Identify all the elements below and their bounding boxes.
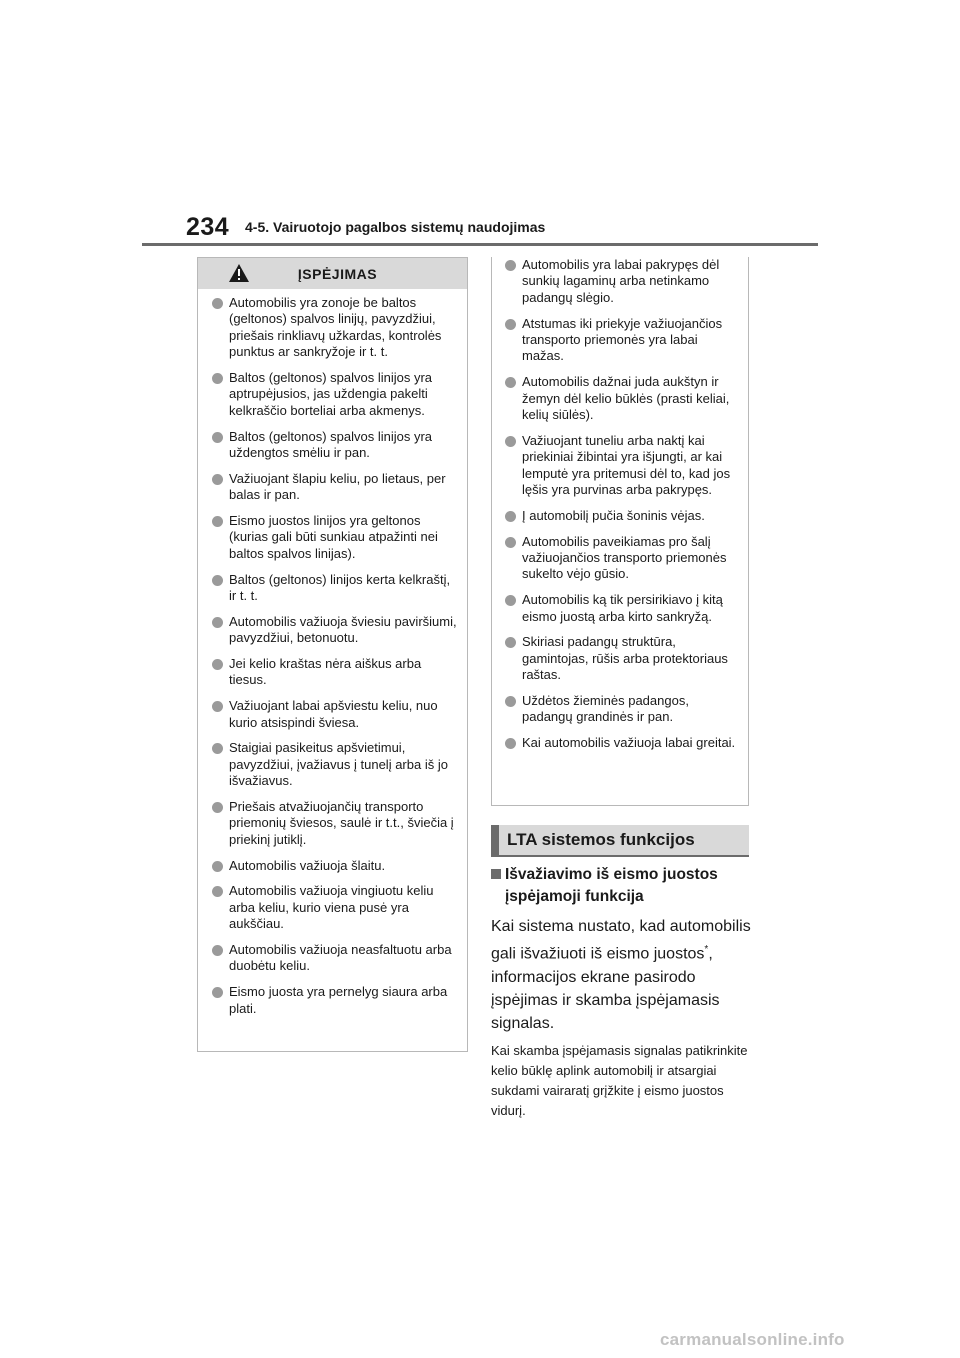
bullet-dot-icon	[212, 861, 223, 872]
bullet-text: Staigiai pasikeitus apšvietimui, pavyzdžiui, įvažiavus į tunelį arba iš jo išvažiavus.	[229, 740, 448, 789]
body-text-part2: , informacijos ekrane pasirodo įspėjimas ir skamba įspėjamasis signalas.	[491, 945, 720, 1033]
subsection-note: Kai skamba įspėjamasis signalas patikrinkite kelio būklę aplink automobilį ir atsargiai sukdami vairaratį grįžkite į eismo juostos vidurį.	[491, 1043, 748, 1119]
bullet-text: Automobilis važiuoja vingiuotu keliu arba keliu, kurio viena pusė yra aukščiau.	[229, 883, 434, 932]
bullet-text: Baltos (geltonos) spalvos linijos yra aptrupėjusios, jas uždengia pakelti kelkraščio borteliai arba akmenys.	[229, 370, 433, 418]
bullet-text: Važiuojant tuneliu arba naktį kai priekiniai žibintai yra išjungti, ar kai lemputė yra pritemusi dėl to, kad jos lęšis yra purvinas arba pakrypęs.	[522, 432, 731, 498]
bullet-text: Eismo juosta yra pernelyg siaura arba plati.	[229, 984, 448, 1016]
bullet-text: Jei kelio kraštas nėra aiškus arba tiesus.	[229, 656, 422, 688]
subsection-heading-line2: įspėjamoji funkcija	[505, 888, 644, 905]
bullet-dot-icon	[505, 637, 516, 648]
bullet-text: Važiuojant labai apšviestu keliu, nuo kurio atsispindi šviesa.	[229, 698, 438, 730]
bullet-dot-icon	[212, 432, 223, 443]
bullet-dot-icon	[212, 659, 223, 670]
bullet-item	[505, 634, 738, 683]
bullet-dot-icon	[212, 802, 223, 813]
bullet-dot-icon	[505, 319, 516, 330]
lta-subsection	[491, 864, 753, 1121]
lta-section-title: LTA sistemos funkcijos	[507, 830, 695, 849]
bullet-item	[212, 471, 457, 504]
bullet-text: Automobilis yra labai pakrypęs dėl sunkių lagaminų arba netinkamo padangų slėgio.	[522, 257, 720, 305]
bullet-text: Atstumas iki priekyje važiuojančios transporto priemonės yra labai mažas.	[522, 315, 723, 364]
bullet-text: Automobilis ką tik persirikiavo į kitą eismo juostą arba kirto sankryžą.	[522, 592, 723, 624]
header-rule	[142, 243, 818, 246]
bullet-dot-icon	[505, 377, 516, 388]
bullet-item	[505, 735, 738, 751]
page-number: 234	[186, 213, 230, 241]
bullet-dot-icon	[212, 743, 223, 754]
subsection-heading	[491, 864, 753, 908]
bullet-item	[212, 698, 457, 731]
bullet-item	[212, 942, 457, 975]
warning-list-continued	[492, 257, 748, 752]
bullet-dot-icon	[212, 886, 223, 897]
bullet-text: Baltos (geltonos) linijos kerta kelkraštį, ir t. t.	[229, 571, 451, 604]
square-bullet-icon	[491, 869, 501, 879]
bullet-item	[212, 656, 457, 689]
section-title: 4-5. Vairuotojo pagalbos sistemų naudojimas	[245, 219, 546, 235]
bullet-text: Priešais atvažiuojančių transporto priemonių šviesos, saulė ir t.t., šviečia į priekinį jutiklį.	[229, 799, 454, 847]
lta-section-header	[491, 825, 749, 857]
body-text-part1: Kai sistema nustato, kad automobilis gali išvažiuoti iš eismo juostos	[491, 918, 751, 963]
bullet-item	[505, 508, 738, 524]
bullet-text: Uždėtos žieminės padangos, padangų grandinės ir pan.	[522, 693, 689, 725]
bullet-item	[505, 374, 738, 423]
bullet-dot-icon	[212, 945, 223, 956]
bullet-item	[212, 740, 457, 789]
warning-title: ĮSPĖJIMAS	[297, 265, 378, 282]
bullet-item	[212, 513, 457, 562]
bullet-item	[505, 693, 738, 726]
bullet-item	[505, 534, 738, 583]
bullet-item	[212, 984, 457, 1017]
bullet-item	[212, 799, 457, 848]
bullet-item	[212, 858, 457, 874]
warning-box-continued	[491, 257, 749, 806]
bullet-text: Automobilis yra zonoje be baltos (geltonos) spalvos linijų, pavyzdžiui, priešais rinkliavų užkardas, kontrolės punktus ar sankryžoje ir t. t.	[229, 295, 442, 360]
warning-list	[198, 289, 467, 1017]
bullet-dot-icon	[505, 738, 516, 749]
bullet-item	[212, 614, 457, 647]
bullet-dot-icon	[505, 436, 516, 447]
warning-header	[198, 258, 467, 289]
warning-box	[197, 257, 468, 1052]
bullet-item	[505, 316, 738, 365]
bullet-text: Važiuojant šlapiu keliu, po lietaus, per balas ir pan.	[229, 470, 446, 503]
bullet-dot-icon	[505, 696, 516, 707]
bullet-item	[212, 370, 457, 419]
bullet-text: Baltos (geltonos) spalvos linijos yra uždengtos smėliu ir pan.	[229, 428, 433, 461]
bullet-dot-icon	[212, 575, 223, 586]
bullet-dot-icon	[212, 373, 223, 384]
bullet-dot-icon	[212, 516, 223, 527]
subsection-heading-line1: Išvažiavimo iš eismo juostos	[505, 866, 718, 883]
bullet-dot-icon	[505, 595, 516, 606]
bullet-dot-icon	[212, 617, 223, 628]
subsection-body	[491, 915, 753, 1035]
bullet-text: Automobilis važiuoja šlaitu.	[229, 857, 386, 873]
bullet-item	[505, 592, 738, 625]
warning-triangle-icon	[228, 263, 250, 283]
bullet-text: Automobilis važiuoja neasfaltuotu arba duobėtu keliu.	[229, 942, 452, 974]
footnote-star: *	[704, 944, 709, 956]
bullet-text: Į automobilį pučia šoninis vėjas.	[522, 507, 705, 523]
bullet-item	[212, 572, 457, 605]
bullet-dot-icon	[505, 537, 516, 548]
bullet-dot-icon	[505, 260, 516, 271]
bullet-text: Automobilis paveikiamas pro šalį važiuojančios transporto priemonės sukelto vėjo gūsio.	[522, 533, 727, 582]
watermark: carmanualsonline.info	[660, 1330, 845, 1349]
bullet-text: Skiriasi padangų struktūra, gamintojas, rūšis arba protektoriaus raštas.	[522, 634, 728, 683]
bullet-item	[212, 883, 457, 932]
bullet-text: Kai automobilis važiuoja labai greitai.	[522, 735, 736, 751]
bullet-dot-icon	[212, 474, 223, 485]
bullet-text: Eismo juostos linijos yra geltonos (kurias gali būti sunkiau atpažinti nei baltos spalvos linijas).	[229, 513, 438, 561]
bullet-text: Automobilis dažnai juda aukštyn ir žemyn dėl kelio būklės (prasti keliai, kelių siūlės).	[522, 374, 730, 423]
bullet-item	[212, 429, 457, 462]
bullet-dot-icon	[505, 511, 516, 522]
bullet-dot-icon	[212, 701, 223, 712]
bullet-item	[212, 295, 457, 361]
bullet-dot-icon	[212, 987, 223, 998]
bullet-text: Automobilis važiuoja šviesiu paviršiumi, pavyzdžiui, betonuotu.	[229, 613, 457, 646]
bullet-dot-icon	[212, 298, 223, 309]
bullet-item	[505, 257, 738, 306]
bullet-item	[505, 433, 738, 499]
